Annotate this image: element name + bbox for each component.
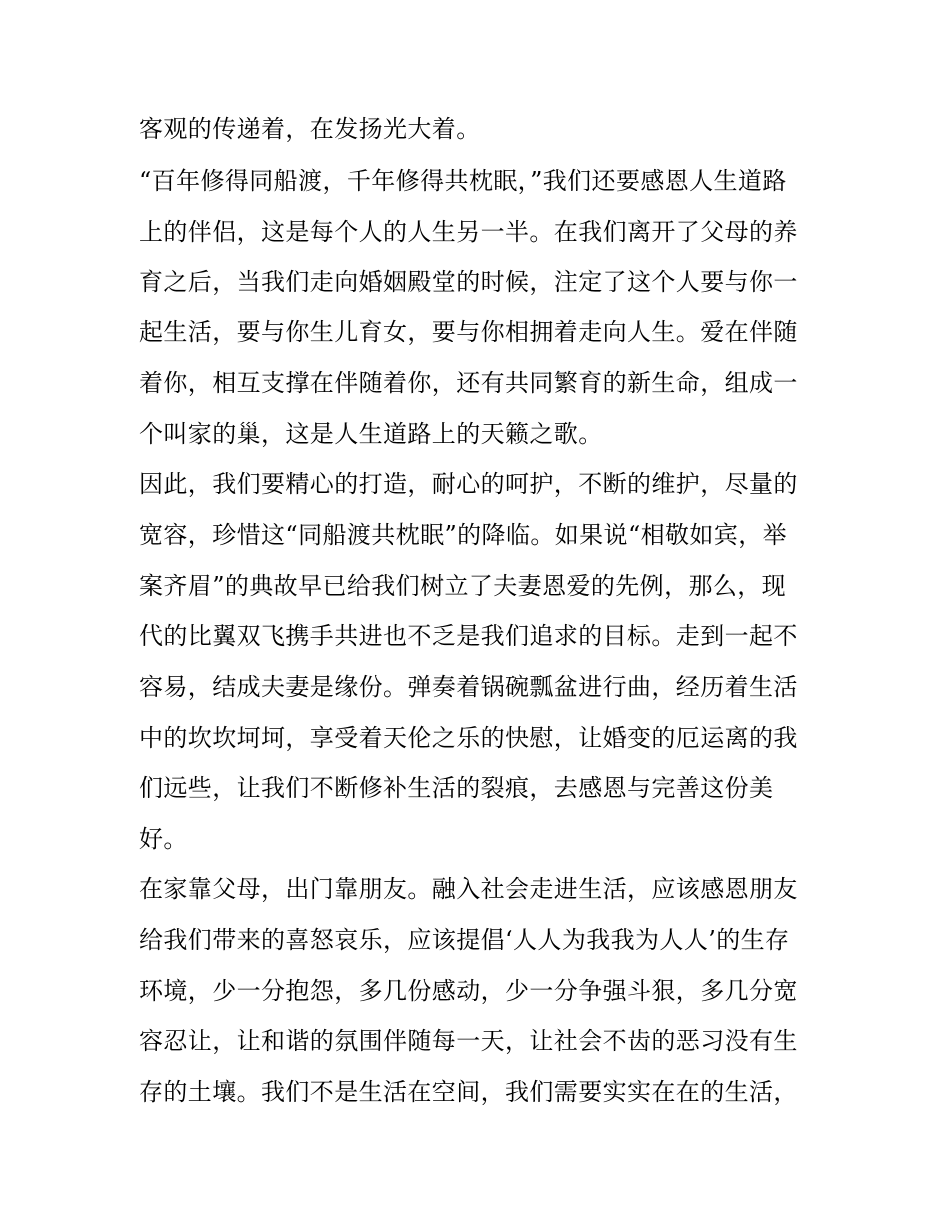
text-line: 因此，我们要精心的打造，耐心的呵护，不断的维护，尽量的 bbox=[139, 470, 798, 498]
text-line: 着你，相互支撑在伴随着你，还有共同繁育的新生命，组成一 bbox=[139, 369, 798, 397]
text-line: 中的坎坎坷坷，享受着天伦之乐的快慰，让婚变的厄运离的我 bbox=[139, 724, 798, 752]
text-line: “百年修得同船渡，千年修得共枕眠，”我们还要感恩人生道路 bbox=[139, 167, 787, 195]
text-line: 容忍让，让和谐的氛围伴随每一天，让社会不齿的恶习没有生 bbox=[139, 1027, 798, 1055]
text-line: 环境，少一分抱怨，多几份感动，少一分争强斗狠，多几分宽 bbox=[139, 977, 798, 1005]
text-line: 容易，结成夫妻是缘份。弹奏着锅碗瓢盆进行曲，经历着生活 bbox=[139, 673, 798, 701]
text-line: 育之后，当我们走向婚姻殿堂的时候，注定了这个人要与你一 bbox=[139, 268, 798, 296]
text-line: 客观的传递着，在发扬光大着。 bbox=[139, 115, 481, 143]
text-line: 宽容，珍惜这“同船渡共枕眠”的降临。如果说“相敬如宾，举 bbox=[139, 521, 788, 549]
text-line: 们远些，让我们不断修补生活的裂痕，去感恩与完善这份美 bbox=[139, 774, 774, 802]
text-line: 案齐眉”的典故早已给我们树立了夫妻恩爱的先例，那么，现 bbox=[139, 572, 787, 600]
text-line: 好。 bbox=[139, 825, 188, 853]
text-line: 上的伴侣，这是每个人的人生另一半。在我们离开了父母的养 bbox=[139, 218, 798, 246]
text-line: 存的土壤。我们不是生活在空间，我们需要实实在在的生活， bbox=[139, 1078, 798, 1106]
text-line: 给我们带来的喜怒哀乐，应该提倡‘人人为我我为人人’的生存 bbox=[139, 926, 790, 954]
text-line: 在家靠父母，出门靠朋友。融入社会走进生活，应该感恩朋友 bbox=[139, 875, 798, 903]
text-line: 代的比翼双飞携手共进也不乏是我们追求的目标。走到一起不 bbox=[139, 622, 798, 650]
text-line: 个叫家的巢，这是人生道路上的天籁之歌。 bbox=[139, 420, 603, 448]
text-line: 起生活，要与你生儿育女，要与你相拥着走向人生。爱在伴随 bbox=[139, 318, 798, 346]
